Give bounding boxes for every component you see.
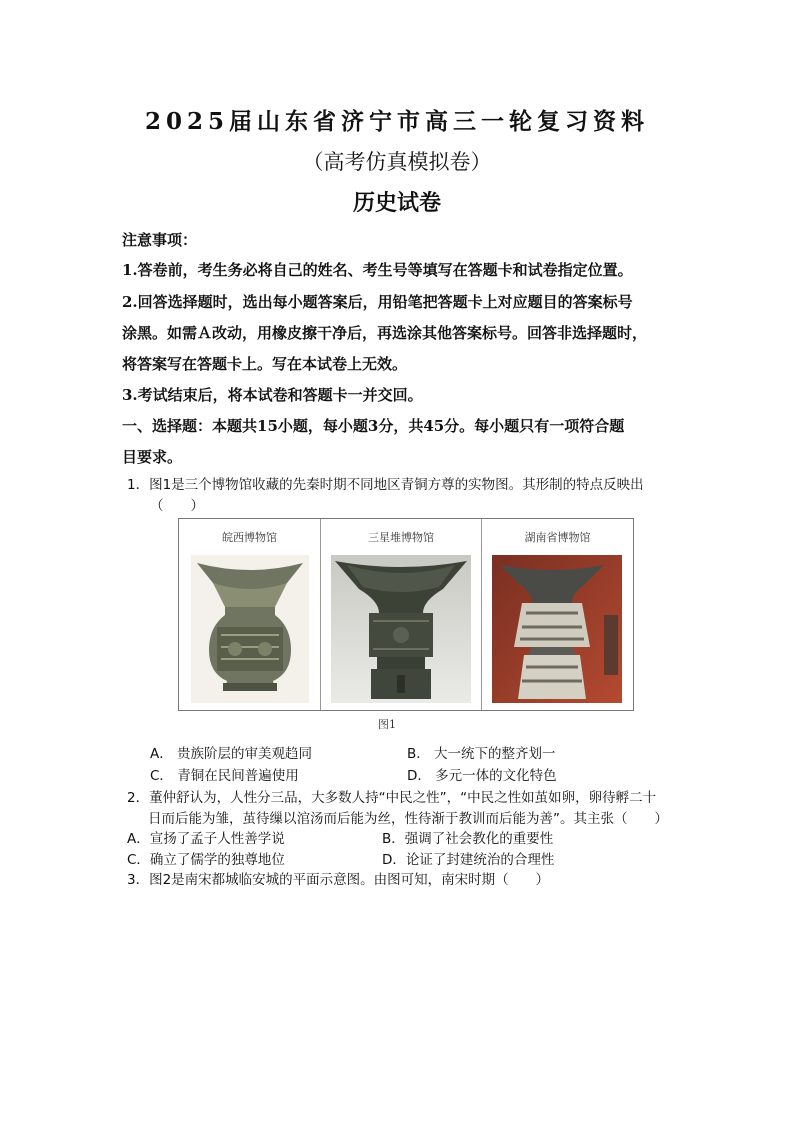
notice-item-2-line-2: 涂黑。如需Ａ改动，用橡皮擦干净后，再选涂其他答案标号。回答非选择题时， — [122, 324, 648, 342]
q1-option-c: C． 青铜在民间普遍使用 — [150, 768, 299, 784]
figure-panel-sanxingdui — [321, 519, 481, 710]
q2-option-a: A．宣扬了孟子人性善学说 — [127, 831, 285, 847]
panel-label-wanxi: 皖西博物馆 — [222, 531, 277, 544]
figure-panel-wanxi — [179, 519, 320, 710]
document-subtitle: （高考仿真模拟卷） — [302, 150, 492, 174]
q1-option-d: D． 多元一体的文化特色 — [407, 768, 557, 784]
subject-title: 历史试卷 — [352, 190, 441, 216]
q1-option-a: A． 贵族阶层的审美观趋同 — [150, 746, 313, 762]
section-heading-line-1: 一、选择题：本题共15小题，每小题3分，共45分。每小题只有一项符合题 — [122, 417, 625, 435]
section-heading-line-2: 目要求。 — [122, 448, 183, 466]
question-2-stem-line-1: 2．董仲舒认为，人性分三品，大多数人持“中民之性”，“中民之性如茧如卵，卵待孵二十 — [127, 790, 657, 806]
q2-option-d: D．论证了封建统治的合理性 — [382, 852, 555, 868]
bronze-zun-photo-2 — [331, 555, 471, 703]
question-1-answer-paren: （ ） — [150, 498, 204, 514]
question-2-stem-line-2: 日而后能为雏，茧待缫以涫汤而后能为丝，性待渐于教训而后能为善”。其主张（ ） — [148, 811, 668, 827]
figure-1 — [178, 518, 634, 711]
notice-item-2-line-1: 2.回答选择题时，选出每小题答案后，用铅笔把答题卡上对应题目的答案标号 — [122, 293, 633, 311]
figure-panel-hunan — [482, 519, 633, 710]
document-title: 2025届山东省济宁市高三一轮复习资料 — [144, 108, 649, 135]
notice-item-2-line-3: 将答案写在答题卡上。写在本试卷上无效。 — [122, 355, 408, 373]
bronze-zun-photo-1 — [191, 555, 309, 703]
panel-label-sanxingdui: 三星堆博物馆 — [368, 531, 434, 544]
notice-heading: 注意事项： — [122, 231, 198, 249]
q2-option-c: C．确立了儒学的独尊地位 — [127, 852, 285, 868]
question-3-stem: 3．图2是南宋都城临安城的平面示意图。由图可知，南宋时期（ ） — [127, 872, 550, 888]
notice-item-1: 1.答卷前，考生务必将自己的姓名、考生号等填写在答题卡和试卷指定位置。 — [122, 261, 633, 279]
panel-label-hunan: 湖南省博物馆 — [524, 531, 591, 544]
q1-option-b: B． 大一统下的整齐划一 — [407, 746, 556, 762]
bronze-zun-photo-3 — [492, 555, 622, 703]
q2-option-b: B．强调了社会教化的重要性 — [382, 831, 554, 847]
question-1-stem: 1．图1是三个博物馆收藏的先秦时期不同地区青铜方尊的实物图。其形制的特点反映出 — [127, 477, 644, 493]
notice-item-3: 3.考试结束后，将本试卷和答题卡一并交回。 — [122, 386, 423, 404]
figure-1-caption: 图1 — [378, 718, 396, 731]
